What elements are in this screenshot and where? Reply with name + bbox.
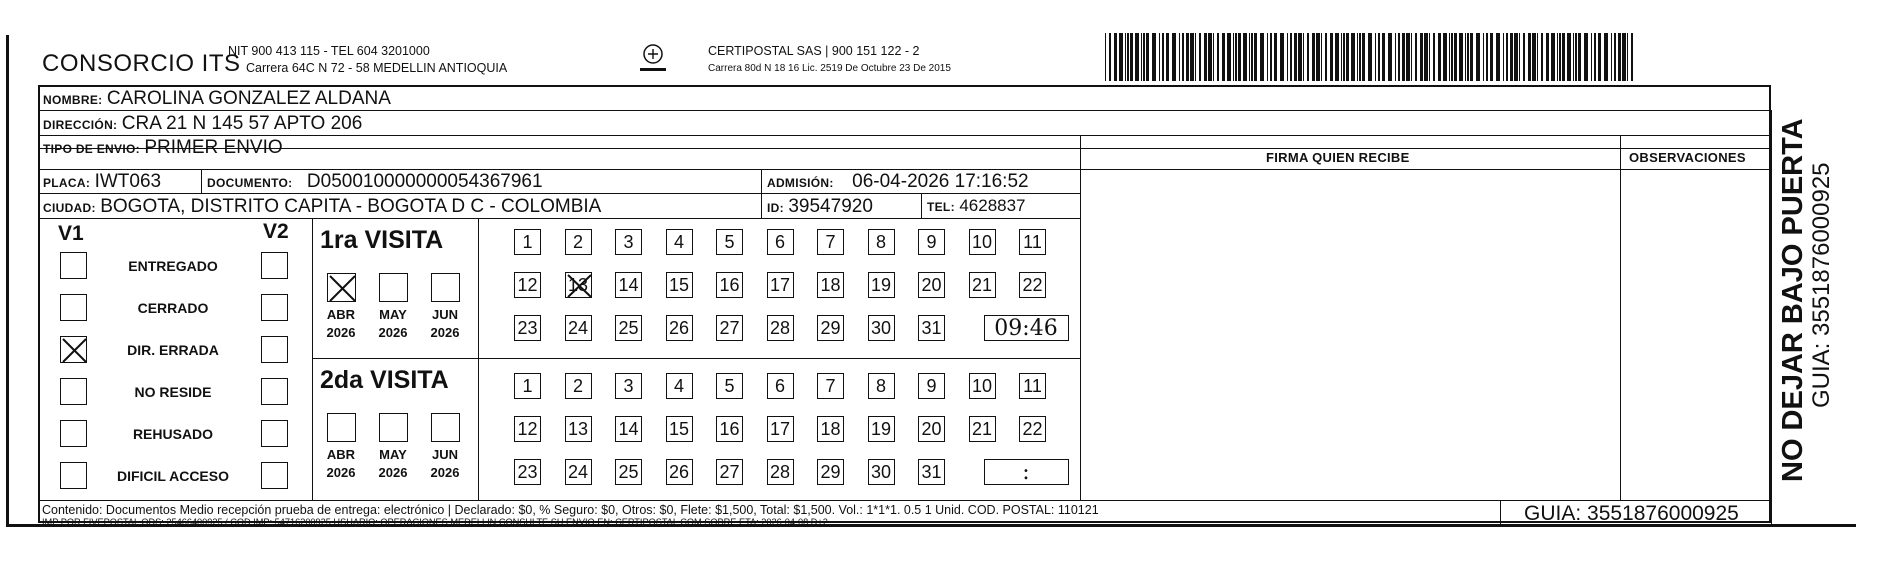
year-label: 2026	[430, 325, 460, 340]
admision-value: 06-04-2026 17:16:52	[852, 171, 1029, 192]
barcode-bar	[1109, 33, 1111, 81]
barcode-bar	[1449, 33, 1450, 81]
barcode-bar	[1341, 33, 1342, 81]
month-checkbox[interactable]	[327, 273, 356, 302]
barcode-bar	[1591, 33, 1592, 81]
barcode-bar	[1519, 33, 1520, 81]
day-checkbox[interactable]: 27	[716, 315, 743, 341]
row-line	[312, 358, 1081, 359]
admision-row	[767, 171, 1029, 193]
day-checkbox[interactable]: 4	[666, 373, 693, 399]
barcode-bar	[1186, 33, 1189, 81]
barcode-bar	[1127, 33, 1129, 81]
barcode-bar	[1496, 33, 1500, 81]
day-checkbox[interactable]: 28	[767, 315, 794, 341]
carrier-address: Carrera 80d N 18 16 Lic. 2519 De Octubre 23 De 2015	[708, 63, 951, 74]
barcode-bar	[1395, 33, 1396, 81]
form-frame	[38, 85, 1771, 523]
v1-checkbox[interactable]	[60, 294, 87, 321]
barcode-bar	[1351, 33, 1355, 81]
day-checkbox[interactable]: 21	[969, 272, 996, 298]
documento-value: D050010000000054367961	[306, 171, 543, 192]
tipo-row	[43, 137, 283, 159]
barcode-bar	[1627, 33, 1628, 81]
barcode-bar	[1467, 33, 1469, 81]
barcode-bar	[1235, 33, 1237, 81]
barcode-bar	[1267, 33, 1268, 81]
day-checkbox[interactable]: 13	[565, 416, 592, 442]
barcode-bar	[1130, 33, 1133, 81]
barcode-bar	[1541, 33, 1543, 81]
barcode-bar	[1357, 33, 1358, 81]
direccion-row	[43, 113, 362, 135]
barcode-bar	[1312, 33, 1315, 81]
day-checkbox[interactable]: 20	[918, 416, 945, 442]
barcode-bar	[1557, 33, 1558, 81]
v2-checkbox[interactable]	[261, 420, 288, 447]
day-checkbox[interactable]: 9	[918, 229, 945, 255]
v2-checkbox[interactable]	[261, 294, 288, 321]
year-label: 2026	[378, 325, 408, 340]
barcode-bar	[1614, 33, 1616, 81]
row-line	[38, 193, 1081, 194]
barcode-bar	[1141, 33, 1142, 81]
barcode-bar	[1152, 33, 1156, 81]
barcode-bar	[1438, 33, 1441, 81]
left-edge	[6, 35, 9, 525]
barcode-bar	[1146, 33, 1149, 81]
barcode-bar	[1316, 33, 1320, 81]
day-checkbox[interactable]: 29	[817, 459, 844, 485]
barcode-bar	[1476, 33, 1480, 81]
v2-header: V2	[263, 220, 289, 243]
day-checkbox[interactable]: 3	[615, 229, 642, 255]
status-label: REHUSADO	[132, 426, 214, 442]
col-line	[312, 218, 313, 500]
day-checkbox[interactable]: 9	[918, 373, 945, 399]
barcode-bar	[1213, 33, 1214, 81]
tel-label: TEL:	[927, 200, 955, 214]
col-line	[1080, 135, 1081, 500]
barcode-bar	[1562, 33, 1565, 81]
barcode-bar	[1294, 33, 1297, 81]
day-checkbox[interactable]: 30	[868, 459, 895, 485]
day-checkbox[interactable]: 18	[817, 416, 844, 442]
barcode-bar	[1179, 33, 1180, 81]
barcode-bar	[1490, 33, 1493, 81]
barcode-bar	[1523, 33, 1525, 81]
barcode-bar	[1382, 33, 1385, 81]
barcode-bar	[1465, 33, 1466, 81]
tipo-value: PRIMER ENVIO	[144, 137, 283, 158]
status-label: NO RESIDE	[134, 384, 212, 400]
barcode-bar	[1290, 33, 1292, 81]
v1-checkbox[interactable]	[60, 336, 87, 363]
barcode-bar	[1398, 33, 1400, 81]
month-checkbox[interactable]	[431, 413, 460, 442]
placa-label: PLACA:	[43, 176, 91, 190]
barcode-bar	[1199, 33, 1201, 81]
day-checkbox[interactable]: 19	[868, 416, 895, 442]
col-line	[921, 193, 922, 218]
barcode-bar	[1604, 33, 1608, 81]
day-checkbox[interactable]: 25	[615, 459, 642, 485]
day-checkbox[interactable]: 15	[666, 416, 693, 442]
day-checkbox[interactable]: 26	[666, 315, 693, 341]
barcode-bar	[1359, 33, 1361, 81]
status-label: DIR. ERRADA	[127, 342, 219, 358]
day-checkbox[interactable]: 16	[716, 416, 743, 442]
barcode-bar	[1486, 33, 1488, 81]
v1-checkbox[interactable]	[60, 378, 87, 405]
day-checkbox[interactable]: 25	[615, 315, 642, 341]
month-label: MAY	[379, 447, 407, 462]
row-line	[38, 169, 1081, 170]
barcode-bar	[1429, 33, 1430, 81]
barcode-bar	[1190, 33, 1194, 81]
ciudad-label: CIUDAD:	[43, 201, 96, 215]
status-label: DIFICIL ACCESO	[116, 468, 229, 484]
day-checkbox[interactable]: 8	[868, 373, 895, 399]
col-line	[761, 169, 762, 218]
barcode-bar	[1388, 33, 1392, 81]
day-checkbox[interactable]: 12	[514, 416, 541, 442]
id-value: 39547920	[788, 196, 873, 217]
barcode-bar	[1470, 33, 1473, 81]
tipo-label: TIPO DE ENVIO:	[43, 142, 140, 156]
day-checkbox[interactable]: 1	[514, 373, 541, 399]
day-checkbox[interactable]: 21	[969, 416, 996, 442]
brand-nit: NIT 900 413 115 - TEL 604 3201000	[228, 44, 430, 58]
day-checkbox[interactable]: 17	[767, 272, 794, 298]
day-checkbox[interactable]: 4	[666, 229, 693, 255]
month-label: ABR	[326, 447, 356, 462]
barcode-bar	[1411, 33, 1412, 81]
day-checkbox[interactable]: 20	[918, 272, 945, 298]
barcode-bar	[1172, 33, 1176, 81]
barcode-bar	[1204, 33, 1207, 81]
day-checkbox[interactable]: 30	[868, 315, 895, 341]
barcode-bar	[1567, 33, 1571, 81]
day-checkbox[interactable]: 27	[716, 459, 743, 485]
v1-header: V1	[58, 222, 84, 245]
barcode-bar	[1119, 33, 1123, 81]
barcode-bar	[1514, 33, 1518, 81]
status-label: ENTREGADO	[128, 258, 218, 274]
footer-content: Contenido: Documentos Medio recepción prueba de entrega: electrónico | Declarado: $0, % Seguro: $0, Otros: $0, Flete: $1,500, Total: $1,500. Vol.: 1*1*1. 0.5 1 Unid. COD. POSTAL: 110121	[42, 503, 1099, 517]
day-checkbox[interactable]: 6	[767, 373, 794, 399]
barcode-bar	[1532, 33, 1536, 81]
tel-value: 4628837	[959, 196, 1026, 215]
x-mark-icon	[61, 337, 88, 364]
v2-checkbox[interactable]	[261, 462, 288, 489]
footer-print-info: IMP POR FIVEPOSTAL ODS: 25466400925 / COD.IMP: 54716200925 USUARIO: OPERACIONES MEDELLIN CONSULTE SU ENVIO EN: CERTIPOSTAL COM SOBRE ETA: 2026-04-08 D+2	[42, 517, 828, 527]
barcode-bar	[1618, 33, 1621, 81]
year-label: 2026	[326, 465, 356, 480]
day-checkbox[interactable]: 31	[918, 459, 945, 485]
day-checkbox[interactable]: 24	[565, 315, 592, 341]
v2-checkbox[interactable]	[261, 378, 288, 405]
day-checkbox[interactable]: 12	[514, 272, 541, 298]
nombre-row	[43, 88, 391, 110]
barcode-bar	[1162, 33, 1164, 81]
day-checkbox[interactable]: 7	[817, 373, 844, 399]
barcode-bar	[1249, 33, 1250, 81]
documento-row	[207, 171, 543, 193]
barcode-bar	[1335, 33, 1339, 81]
day-checkbox[interactable]: 23	[514, 315, 541, 341]
month-label: JUN	[431, 447, 458, 462]
day-checkbox[interactable]: 3	[615, 373, 642, 399]
direccion-label: DIRECCIÓN:	[43, 118, 118, 132]
row-line	[38, 135, 1771, 136]
barcode-bar	[1227, 33, 1231, 81]
right-margin-line	[1771, 110, 1772, 525]
barcode-bar	[1443, 33, 1447, 81]
placa-value: IWT063	[94, 171, 162, 192]
v1-checkbox[interactable]	[60, 420, 87, 447]
brand-address: Carrera 64C N 72 - 58 MEDELLIN ANTIOQUIA	[246, 61, 508, 75]
v2-checkbox[interactable]	[261, 336, 288, 363]
month-label: ABR	[326, 307, 356, 322]
day-checkbox[interactable]: 23	[514, 459, 541, 485]
barcode-bar	[1346, 33, 1349, 81]
id-row	[767, 196, 873, 218]
barcode-bar	[1510, 33, 1513, 81]
day-checkbox[interactable]: 24	[565, 459, 592, 485]
day-checkbox[interactable]: 18	[817, 272, 844, 298]
barcode-bar	[1233, 33, 1234, 81]
barcode-bar	[1454, 33, 1457, 81]
barcode-bar	[1506, 33, 1508, 81]
first-visit-title: 1ra VISITA	[320, 226, 444, 254]
documento-label: DOCUMENTO:	[207, 176, 293, 190]
barcode-bar	[1243, 33, 1247, 81]
day-checkbox[interactable]: 7	[817, 229, 844, 255]
barcode-bar	[1182, 33, 1184, 81]
v1-checkbox[interactable]	[60, 252, 87, 279]
barcode-bar	[1368, 33, 1372, 81]
year-label: 2026	[430, 465, 460, 480]
barcode-bar	[1420, 33, 1423, 81]
day-checkbox[interactable]: 22	[1019, 416, 1046, 442]
v1-checkbox[interactable]	[60, 462, 87, 489]
row-line	[38, 500, 1771, 501]
barcode-bar	[1330, 33, 1333, 81]
row-line	[1080, 169, 1771, 170]
barcode-bar	[1303, 33, 1304, 81]
barcode-bar	[1208, 33, 1212, 81]
day-checkbox[interactable]: 22	[1019, 272, 1046, 298]
barcode-bar	[1238, 33, 1241, 81]
footer-guia: GUIA: 3551876000925	[1524, 502, 1739, 525]
month-checkbox[interactable]	[379, 273, 408, 302]
x-mark-icon	[328, 274, 357, 303]
barcode-bar	[1362, 33, 1365, 81]
barcode-bar	[1287, 33, 1288, 81]
row-line	[38, 218, 1081, 219]
barcode-bar	[1325, 33, 1327, 81]
day-checkbox[interactable]: 16	[716, 272, 743, 298]
day-checkbox[interactable]: 15	[666, 272, 693, 298]
barcode-bar	[1343, 33, 1345, 81]
barcode-bar	[1578, 33, 1581, 81]
month-checkbox[interactable]	[379, 413, 408, 442]
barcode-bar	[1503, 33, 1504, 81]
barcode-bar	[1321, 33, 1322, 81]
x-mark-icon	[566, 273, 593, 299]
barcode-bar	[1251, 33, 1253, 81]
barcode-bar	[1546, 33, 1549, 81]
barcode-bar	[1598, 33, 1601, 81]
barcode-bar	[1528, 33, 1531, 81]
day-checkbox[interactable]: 6	[767, 229, 794, 255]
side-guia: GUIA: 3551876000925	[1808, 162, 1835, 408]
col-line	[201, 169, 202, 193]
barcode-bar	[1406, 33, 1410, 81]
day-checkbox[interactable]: 14	[615, 272, 642, 298]
nombre-value: CAROLINA GONZALEZ ALDANA	[106, 88, 391, 109]
barcode-bar	[1307, 33, 1309, 81]
month-checkbox[interactable]	[327, 413, 356, 442]
barcode-bar	[1143, 33, 1145, 81]
barcode-bar	[1551, 33, 1555, 81]
direccion-value: CRA 21 N 145 57 APTO 206	[121, 113, 363, 134]
ciudad-row	[43, 196, 601, 218]
time-field[interactable]: :	[984, 459, 1069, 485]
status-label: CERRADO	[137, 300, 209, 316]
side-notice: NO DEJAR BAJO PUERTA	[1777, 118, 1809, 482]
barcode-bar	[1611, 33, 1612, 81]
barcode-bar	[1125, 33, 1126, 81]
day-checkbox[interactable]: 11	[1019, 229, 1046, 255]
barcode-bar	[1433, 33, 1435, 81]
barcode-bar	[1114, 33, 1117, 81]
barcode-bar	[1451, 33, 1453, 81]
day-checkbox[interactable]: 10	[969, 373, 996, 399]
barcode-bar	[1195, 33, 1196, 81]
barcode-bar	[1559, 33, 1561, 81]
barcode-bar	[1459, 33, 1463, 81]
col-line	[1620, 135, 1621, 500]
day-checkbox[interactable]: 1	[514, 229, 541, 255]
day-checkbox[interactable]: 17	[767, 416, 794, 442]
day-checkbox[interactable]: 26	[666, 459, 693, 485]
id-label: ID:	[767, 201, 784, 215]
barcode-bar	[1159, 33, 1160, 81]
day-checkbox[interactable]: 2	[565, 229, 592, 255]
row-line	[38, 148, 1771, 149]
day-checkbox[interactable]: 13	[565, 272, 592, 298]
firma-header: FIRMA QUIEN RECIBE	[1266, 150, 1410, 165]
second-visit-title: 2da VISITA	[320, 366, 449, 394]
day-checkbox[interactable]: 2	[565, 373, 592, 399]
barcode-bar	[1622, 33, 1626, 81]
day-checkbox[interactable]: 5	[716, 373, 743, 399]
ciudad-value: BOGOTA, DISTRITO CAPITA - BOGOTA D C - COLOMBIA	[100, 196, 602, 217]
barcode-bar	[1594, 33, 1596, 81]
carrier-logo-icon	[638, 42, 684, 78]
barcode-bar	[1415, 33, 1417, 81]
barcode-bar	[1483, 33, 1484, 81]
barcode-bar	[1298, 33, 1302, 81]
day-checkbox[interactable]: 14	[615, 416, 642, 442]
barcode-bar	[1378, 33, 1380, 81]
barcode-bar	[1222, 33, 1225, 81]
placa-row	[43, 171, 161, 193]
barcode-bar	[1270, 33, 1272, 81]
barcode-bar	[1573, 33, 1574, 81]
barcode-bar	[1402, 33, 1405, 81]
barcode-bar	[1105, 33, 1106, 81]
day-checkbox[interactable]: 31	[918, 315, 945, 341]
barcode-bar	[1166, 33, 1169, 81]
carrier-nit: CERTIPOSTAL SAS | 900 151 122 - 2	[708, 44, 920, 58]
day-checkbox[interactable]: 10	[969, 229, 996, 255]
barcode-bar	[1375, 33, 1376, 81]
barcode-bar	[1254, 33, 1257, 81]
barcode-bar	[1135, 33, 1139, 81]
tel-row	[927, 196, 1026, 216]
barcode-bar	[1274, 33, 1277, 81]
day-checkbox[interactable]: 11	[1019, 373, 1046, 399]
barcode-bar	[1631, 33, 1633, 81]
barcode-bar	[1260, 33, 1264, 81]
barcode-icon	[1105, 33, 1638, 81]
month-label: MAY	[379, 307, 407, 322]
v2-checkbox[interactable]	[261, 252, 288, 279]
barcode-bar	[1217, 33, 1219, 81]
month-label: JUN	[431, 307, 458, 322]
observaciones-header: OBSERVACIONES	[1629, 150, 1746, 165]
brand-name: CONSORCIO ITS	[42, 50, 241, 77]
admision-label: ADMISIÓN:	[767, 176, 834, 190]
day-checkbox[interactable]: 8	[868, 229, 895, 255]
day-checkbox[interactable]: 29	[817, 315, 844, 341]
col-line	[1500, 500, 1501, 524]
barcode-bar	[1280, 33, 1284, 81]
barcode-bar	[1424, 33, 1428, 81]
day-checkbox[interactable]: 28	[767, 459, 794, 485]
row-line	[38, 110, 1771, 111]
month-checkbox[interactable]	[431, 273, 460, 302]
year-label: 2026	[326, 325, 356, 340]
year-label: 2026	[378, 465, 408, 480]
barcode-bar	[1537, 33, 1538, 81]
nombre-label: NOMBRE:	[43, 93, 103, 107]
day-checkbox[interactable]: 19	[868, 272, 895, 298]
barcode-bar	[1584, 33, 1588, 81]
day-checkbox[interactable]: 5	[716, 229, 743, 255]
time-field[interactable]: 09:46	[984, 315, 1069, 341]
col-line	[478, 218, 479, 500]
barcode-bar	[1575, 33, 1577, 81]
